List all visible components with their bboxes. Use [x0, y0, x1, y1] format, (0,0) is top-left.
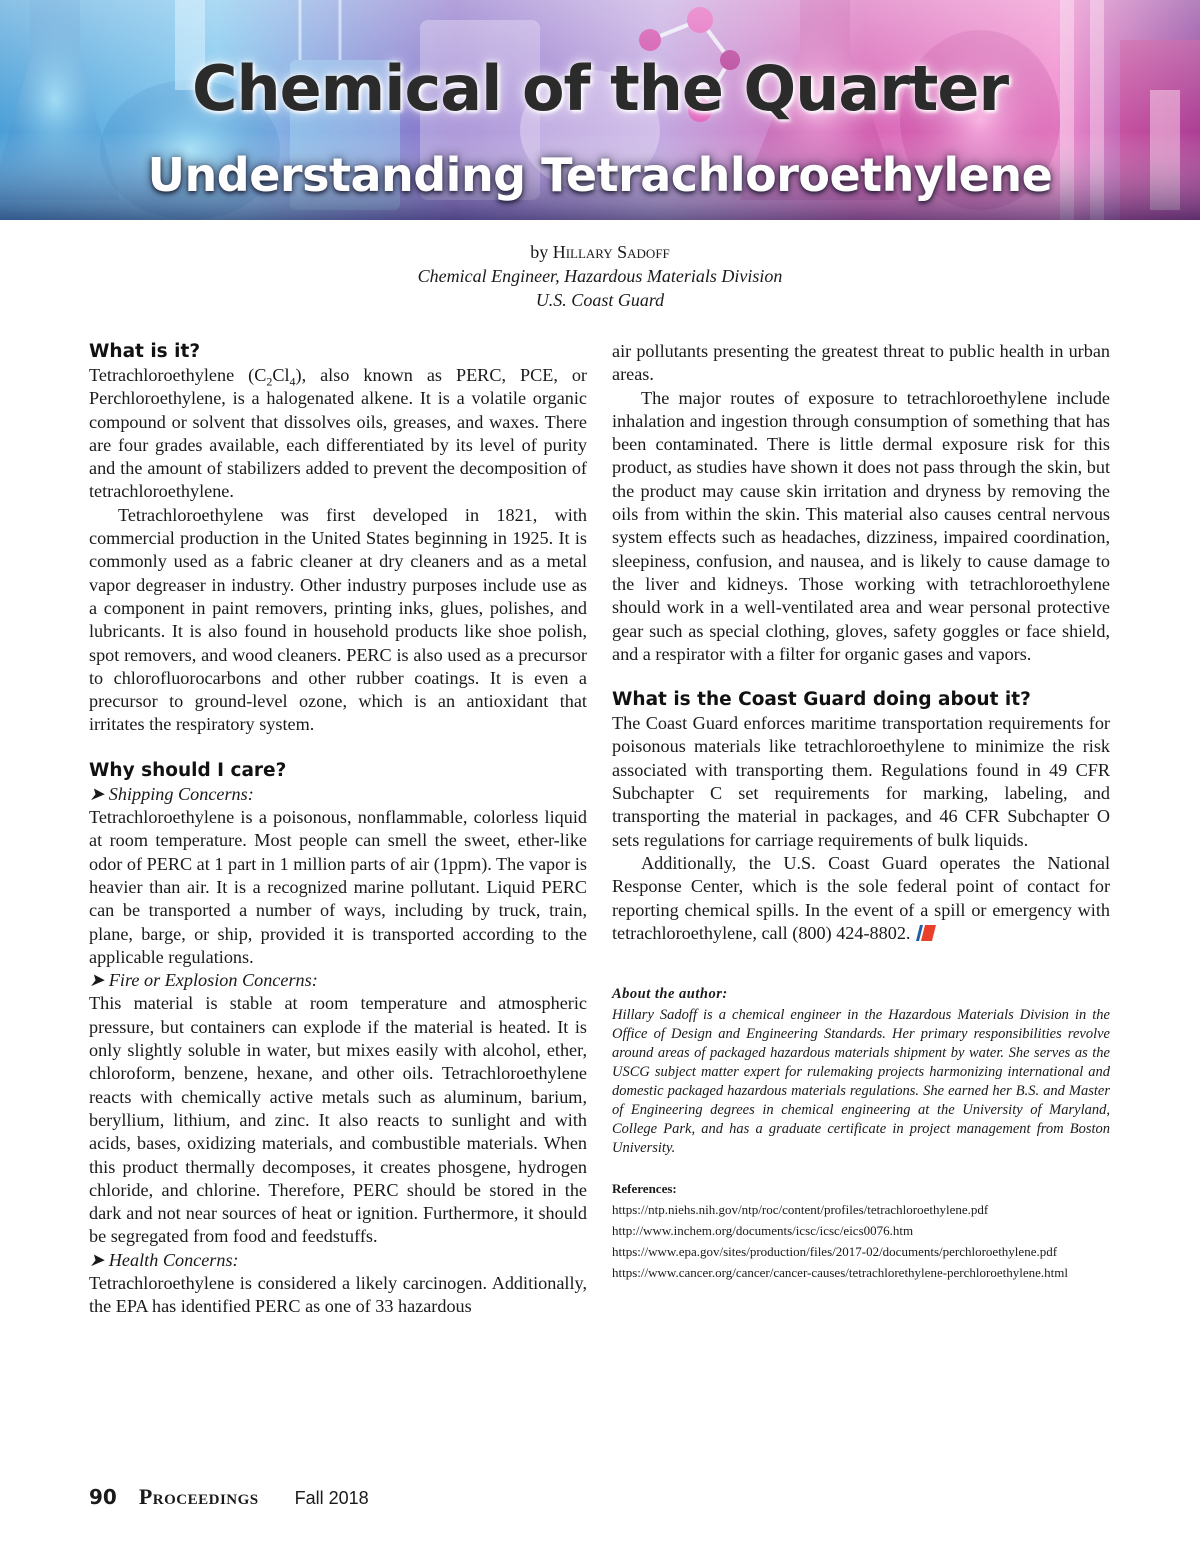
- paragraph-intro: [89, 364, 587, 504]
- reference-link[interactable]: https://www.cancer.org/cancer/cancer-causes/tetrachlorethylene-perchloroethylene.html: [612, 1265, 1068, 1281]
- paragraph-shipping: Tetrachloroethylene is a poisonous, nonflammable, colorless liquid at room temperature. Most people can smell the sweet, ether-like odor of PERC at 1 part in 1 million parts of air (1ppm). The vapor is heavier than air. It is a recognized marine pollutant. Liquid PERC can be transported a number of ways, including by truck, train, plane, barge, or ship, provided it is transported according to the applicable regulations.: [89, 807, 587, 967]
- page-number: 90: [89, 1485, 117, 1509]
- arrow-icon: ➤: [89, 970, 105, 991]
- paragraph-nrc: [612, 852, 1110, 945]
- intro-text-a: Tetrachloroethylene (C: [89, 365, 267, 385]
- formula-subscript-2: 2: [266, 374, 273, 389]
- heading-coast-guard: What is the Coast Guard doing about it?: [612, 689, 1031, 711]
- references-heading: References:: [612, 1181, 677, 1197]
- left-column: [89, 340, 587, 1319]
- reference-link[interactable]: https://www.epa.gov/sites/production/files/2017-02/documents/perchloroethylene.pdf: [612, 1244, 1058, 1260]
- header-banner: [0, 0, 1200, 220]
- coast-guard-stripe-icon: [914, 925, 936, 941]
- paragraph-fire: This material is stable at room temperature and atmospheric pressure, but containers can explode if the material is heated. It is only slightly soluble in water, but mixes easily with alcohol, ether, chloroform, benzene, hexane, and other oils. Tetrachloroethylene reacts with chemically active metals such as aluminum, barium, beryllium, lithium, and zinc. It also reacts to sunlight and with acids, bases, oxidizing materials, and combustible materials. When this product thermally decomposes, it creates phosgene, hydrogen chloride, and chlorine. Therefore, PERC should be stored in the dark and not near sources of heat or ignition. Furthermore, it should be segregated from food and feedstuffs.: [89, 993, 587, 1247]
- references: [612, 1180, 1110, 1281]
- subheading-shipping: [89, 783, 587, 806]
- heading-why-care: Why should I care?: [89, 759, 287, 781]
- paragraph-health: Tetrachloroethylene is considered a likely carcinogen. Additionally, the EPA has identified PERC as one of 33 hazardous: [89, 1272, 587, 1317]
- heading-what-is-it: What is it?: [89, 341, 201, 362]
- banner-title: Chemical of the Quarter: [191, 52, 1009, 125]
- intro-text-c: ), also known as PERC, PCE, or Perchloroethylene, is a halogenated alkene. It is a volatile organic compound or solvent that dissolves oils, greases, and waxes. There are four grades available, each differentiated by its level of purity and the amount of stabilizers added to prevent the decomposition of tetrachloroethylene.: [89, 365, 587, 502]
- about-author-heading: About the author:: [612, 986, 728, 1003]
- subheading-health: [89, 1249, 587, 1272]
- reference-link[interactable]: https://ntp.niehs.nih.gov/ntp/roc/content/profiles/tetrachloroethylene.pdf: [612, 1202, 989, 1218]
- byline-by: by: [530, 242, 553, 262]
- paragraph-regulations: The Coast Guard enforces maritime transportation requirements for poisonous materials like tetrachloroethylene to minimize the risk associated with transporting them. Regulations found in 49 CFR Subchapter C set requirements for marking, labeling, and transporting the material in packages, and 46 CFR Subchapter O sets regulations for carriage requirements of bulk liquids.: [612, 713, 1110, 850]
- about-author: [612, 985, 1110, 1158]
- formula-subscript-4: 4: [289, 374, 296, 389]
- byline: [0, 240, 1200, 312]
- issue-date: Fall 2018: [294, 1488, 369, 1508]
- byline-author-line: [0, 240, 1200, 264]
- paragraph-history: Tetrachloroethylene was first developed in 1821, with commercial production in the United States beginning in 1925. It is commonly used as a fabric cleaner at dry cleaners and as a metal vapor degreaser in industry. Other industry purposes include use as a component in paint removers, printing inks, glues, polishes, and lubricants. It is also found in household products like shoe polish, spot removers, and wood cleaners. PERC is also used as a precursor to chlorofluorocarbons and other rubber coatings. It is even a precursor to ground-level ozone, which is an antioxidant that irritates the respiratory system.: [89, 504, 587, 735]
- right-column: [612, 340, 1110, 1285]
- about-author-text: Hillary Sadoff is a chemical engineer in the Hazardous Materials Division in the Office of Design and Engineering Standards. Her primary responsibilities revolve around areas of packaged hazardous materials shipment by water. She serves as the USCG subject matter expert for rulemaking projects harmonizing international and domestic packaged hazardous materials regulations. She earned her B.S. and Master of Engineering degrees in chemical engineering at the University of Maryland, College Park, and has a graduate certificate in project management from Boston University.: [612, 1007, 1110, 1157]
- author-role: Chemical Engineer, Hazardous Materials Division: [417, 266, 783, 286]
- paragraph-health-cont: air pollutants presenting the greatest threat to public health in urban areas.: [612, 341, 1110, 385]
- author-org: U.S. Coast Guard: [535, 290, 665, 310]
- arrow-icon: ➤: [89, 783, 105, 804]
- paragraph-exposure: The major routes of exposure to tetrachloroethylene include inhalation and ingestion through consumption of something that has been contaminated. There is little dermal exposure risk for this product, as studies have shown it does not pass through the skin, but the product may cause skin irritation and dryness by removing the oils from within the skin. This material also causes central nervous system effects such as headaches, dizziness, impaired coordination, sleepiness, confusion, and nausea, and is likely to cause damage to the liver and kidneys. Those working with tetrachloroethylene should work in a well-ventilated area and wear personal protective gear such as special clothing, gloves, safety goggles or face shield, and a respirator with a filter for organic gases and vapors.: [612, 387, 1110, 664]
- subheading-health-label: Health Concerns:: [108, 1249, 239, 1270]
- page-footer: [89, 1484, 369, 1510]
- nrc-text: Additionally, the U.S. Coast Guard operates the National Response Center, which is the sole federal point of contact for reporting chemical spills. In the event of a spill or emergency with tetrachloroethylene, call (800) 424-8802.: [612, 852, 1110, 943]
- subheading-fire: [89, 969, 587, 992]
- intro-text-b: Cl: [272, 365, 290, 385]
- author-name: Hillary Sadoff: [552, 242, 670, 262]
- reference-link[interactable]: http://www.inchem.org/documents/icsc/icsc/eics0076.htm: [612, 1223, 914, 1239]
- publication-name: Proceedings: [138, 1484, 259, 1509]
- subheading-fire-label: Fire or Explosion Concerns:: [108, 970, 318, 991]
- banner-subtitle: Understanding Tetrachloroethylene: [147, 148, 1053, 202]
- arrow-icon: ➤: [89, 1249, 105, 1270]
- subheading-shipping-label: Shipping Concerns:: [108, 783, 254, 804]
